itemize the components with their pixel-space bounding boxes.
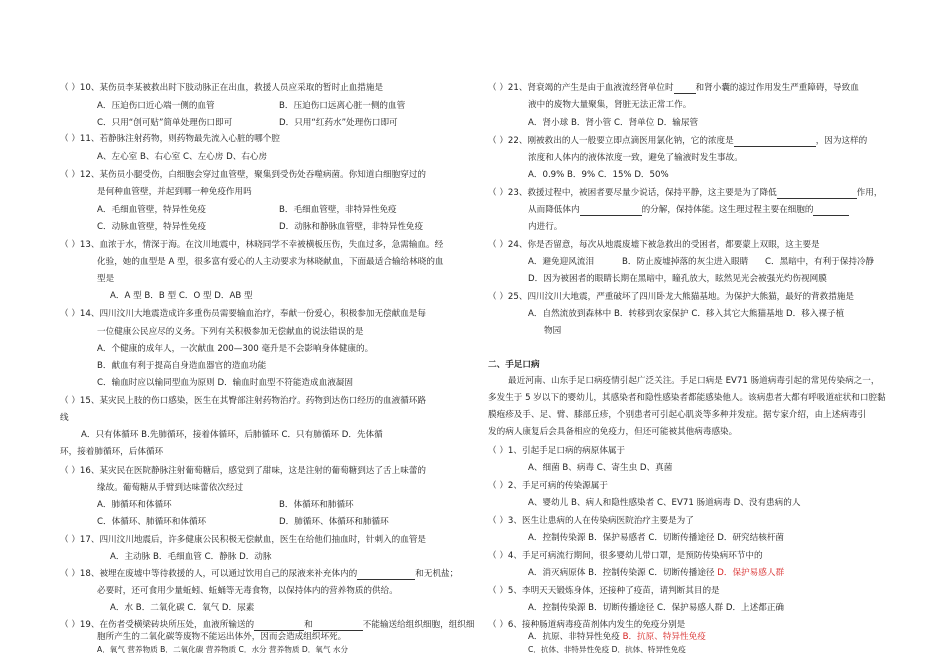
q19-stem-text: （ ）19、在伤者受横梁砖块所压处，血液所输送的 (60, 620, 255, 630)
s1-stem: （ ）1、引起手足口病的病原体属于 (488, 446, 626, 456)
q11-stem: （ ）11、若静脉注射药物，则药物最先流入心脏的哪个腔 (60, 134, 280, 144)
s3-options: A．控制传染源 B．保护易感者 C．切断传播途径 D．研究结核杆菌 (528, 533, 785, 543)
s6-option-b: B．抗原、特异性免疫 (622, 632, 706, 642)
s4-options-abc: A．消灭病原体 B．控制传染源 C．切断传播途径 (528, 568, 718, 578)
q16-stem-cont: 缘故。葡萄糖从手臂到达味蕾依次经过 (97, 483, 244, 493)
s3-stem: （ ）3、医生让患病的人在传染病医院治疗主要是为了 (488, 516, 694, 526)
q19-stem (60, 620, 474, 631)
section-paragraph-1: 最近河南、山东手足口病疫情引起广泛关注。手足口病是 EV71 肠道病毒引起的常见传染病之一， (508, 376, 880, 386)
s6-stem: （ ）6、接种肠道病毒疫苗剂体内发生的免疫分别是 (488, 620, 686, 630)
q25-options-cont: 物园 (544, 326, 562, 336)
q19-blank-1 (254, 621, 304, 631)
q22-stem-cont: 浓度和人体内的液体浓度一致，避免了输液时发生事故。 (528, 153, 743, 163)
q14-option-cd: C．输血时应以输同型血为原则 D．输血时血型不符能造成血液凝固 (97, 378, 353, 388)
q16-option-c: C．体循环、肺循环和体循环 (97, 517, 207, 527)
q19-stem-cont: 胞所产生的二氧化碳等废物不能运出体外，因而会造成组织坏死。 (97, 632, 347, 642)
q18-stem (60, 569, 458, 580)
s5-stem: （ ）5、李明天天锻炼身体，还接种了疫苗，请判断其目的是 (488, 586, 720, 596)
q12-stem: （ ）12、某伤员小腿受伤，白细胞会穿过血管壁，聚集到受伤处吞噬病菌。你知道白细胞穿过的 (60, 170, 427, 180)
q12-stem-cont: 是何种血管壁，并起到哪一种免疫作用吗 (97, 187, 252, 197)
q24-option-a: A．避免迎风流泪 (528, 257, 595, 267)
q19-stem-mid: 和 (304, 620, 313, 630)
q10-option-a: A．压迫伤口近心端一侧的血管 (97, 101, 215, 111)
q18-options: A．水 B．二氧化碳 C．氧气 D．尿素 (110, 603, 255, 613)
q23-stem2-tail: 的分解，保持体能。这生理过程主要在细胞的 (641, 205, 814, 215)
q24-option-c: C．黑暗中，有利于保持冷静 (765, 257, 875, 267)
q15-options: A．只有体循环 B.先肺循环，接着体循环，后肺循环 C．只有肺循环 D．先体循 (81, 430, 383, 440)
s6-option-a: A．抗原、非特异性免疫 (528, 632, 623, 642)
q16-stem: （ ）16、某灾民在医院静脉注射葡萄糖后，感觉到了甜味，这是注射的葡萄糖到达了舌上味蕾的 (60, 466, 427, 476)
q18-stem-tail: 和无机盐； (415, 569, 459, 579)
q18-blank (357, 570, 415, 580)
q22-options: A．0.9% B．9% C．15% D．50% (528, 170, 669, 180)
q25-options: A．自然流放到森林中 B．转移到农家保护 C．移入其它大熊猫基地 D．移入裸子植 (528, 309, 845, 319)
q16-option-a: A．肺循环和体循环 (97, 500, 172, 510)
s2-options: A、婴幼儿 B、病人和隐性感染者 C、EV71 肠道病毒 D、没有患病的人 (528, 498, 801, 508)
q13-stem-cont2: 型是 (97, 274, 115, 284)
q19-blank-2 (313, 621, 363, 631)
q23-blank-2 (580, 206, 642, 216)
q19-options: A．氧气 营养物质 B．二氧化碳 营养物质 C．水分 营养物质 D．氧气 水分 (97, 645, 349, 654)
q13-stem-cont: 化验，她的血型是 A 型，很多富有爱心的人主动要求为林晓献血，下面最适合输给林晓的血 (97, 257, 444, 267)
q23-blank-1 (777, 189, 857, 199)
q12-option-c: C．动脉血管壁，特异性免疫 (97, 222, 207, 232)
q17-options: A．主动脉 B．毛细血管 C．静脉 D．动脉 (110, 552, 272, 562)
s4-stem: （ ）4、手足可病流行期间，很多婴幼儿带口罩，是预防传染病环节中的 (488, 551, 763, 561)
q16-option-b: B．体循环和肺循环 (279, 500, 354, 510)
q10-option-b: B．压迫伤口远离心脏一侧的血管 (279, 101, 406, 111)
q21-stem-tail: 和肾小囊的滤过作用发生严重障碍，导致血 (695, 83, 859, 93)
q14-stem: （ ）14、四川汶川大地震造成许多重伤员需要输血治疗，奉献一份爱心，积极参加无偿献血是每 (60, 309, 427, 319)
q24-option-b: B．防止废墟掉落的灰尘进入眼睛 (622, 257, 749, 267)
q22-stem (488, 136, 867, 147)
section-paragraph-4: 发的病人康复后会具备相应的免疫力，但还可能被其他病毒感染。 (488, 427, 738, 437)
q24-option-d: D．因为被困者的眼睛长期在黑暗中，瞳孔放大，眩然见光会被强光灼伤视网膜 (528, 274, 827, 284)
q13-stem: （ ）13、血浓于水，情深于海。在汶川地震中，林晓同学不幸被横板压伤，失血过多，急需输血。经 (60, 240, 444, 250)
q21-stem-cont: 液中的废物大量聚集，肾脏无法正常工作。 (528, 100, 692, 110)
q15-stem-cont: 线 (60, 413, 69, 423)
s2-stem: （ ）2、手足可病的传染源属于 (488, 481, 608, 491)
q23-stem (488, 188, 882, 199)
q10-stem: （ ）10、某伤员李某被救出时下肢动脉正在出血，救援人员应采取的暂时止血措施是 (60, 83, 384, 93)
q23-stem-cont (528, 205, 849, 216)
q23-blank-3 (813, 206, 849, 216)
q22-stem-text: （ ）22、刚被救出的人一般要立即点滴医用氯化钠，它的浓度是 (488, 136, 734, 146)
section-paragraph-3: 膜疱疹及手、足、臂、膝部丘疹，个别患者可引起心肌炎等多种并发症。据专家介绍，由上述病毒引 (488, 410, 867, 420)
q19-stem-tail: 不能输送给组织细胞，组织细 (362, 620, 475, 630)
q24-stem: （ ）24、你是否留意，每次从地震废墟下被急救出的受困者，都要蒙上双眼，这主要是 (488, 240, 820, 250)
q21-options: A．肾小球 B．肾小管 C．肾单位 D．输尿管 (528, 118, 699, 128)
s4-option-d: D．保护易感人群 (717, 568, 785, 578)
q21-stem-text: （ ）21、肾衰竭的产生是由于血液流经肾单位时 (488, 83, 674, 93)
q23-stem2-text: 从而降低体内 (528, 205, 580, 215)
q22-stem-tail: ，因为这样的 (815, 136, 868, 146)
q14-option-a: A．个健康的成年人，一次献血 200—300 毫升是不会影响身体健康的。 (97, 344, 374, 354)
q22-blank (734, 137, 816, 147)
q18-stem-text: （ ）18、被埋在废墟中等待救援的人，可以通过饮用自己的尿液来补充体内的 (60, 569, 358, 579)
q13-options: A．A 型 B．B 型 C．O 型 D．AB 型 (110, 291, 253, 301)
q15-options-cont: 环，接着肺循环，后体循环 (60, 447, 164, 457)
q12-option-b: B．毛细血管壁，非特异性免疫 (279, 205, 397, 215)
section-paragraph-2: 多发生于 5 岁以下的婴幼儿，其感染者和隐性感染者都能感染他人。该病患者大都有呼吸道症状和口腔黏 (488, 393, 886, 403)
q16-option-d: D．肺循环、体循环和肺循环 (279, 517, 389, 527)
q23-stem-text: （ ）23、救援过程中，被困者要尽量少说话，保持平静，这主要是为了降低 (488, 188, 777, 198)
s4-options (528, 568, 784, 579)
q14-stem-cont: 一位健康公民应尽的义务。下列有关积极参加无偿献血的说法错误的是 (97, 327, 364, 337)
q12-option-a: A．毛细血管壁，特异性免疫 (97, 205, 207, 215)
q15-stem: （ ）15、某灾民上肢的伤口感染，医生在其臀部注射药物治疗。药物到达伤口经历的血液循环路 (60, 396, 427, 406)
q25-stem: （ ）25、四川汶川大地震，严重破坏了四川卧龙大熊猫基地。为保护大熊猫，最好的背救措施是 (488, 292, 855, 302)
s1-options: A、细菌 B、病毒 C、寄生虫 D、真菌 (528, 463, 673, 473)
q23-stem-tail: 作用， (856, 188, 883, 198)
q17-stem: （ ）17、四川汶川地震后，许多健康公民积极无偿献血，医生在给他们抽血时，针刺入的血管是 (60, 535, 427, 545)
q21-blank (674, 84, 696, 94)
q10-option-c: C．只用“创可贴”简单处理伤口即可 (97, 118, 233, 128)
q10-option-d: D．只用“红药水”处理伤口即可 (279, 118, 398, 128)
q11-options: A、左心室 B、右心室 C、左心房 D、右心房 (97, 152, 268, 162)
q23-stem-cont2: 内进行。 (528, 222, 563, 232)
q21-stem (488, 83, 859, 94)
s5-options: A．控制传染源 B．切断传播途径 C．保护易感人群 D．上述都正确 (528, 603, 785, 613)
section-title: 二、手足口病 (488, 360, 540, 370)
s6-options (528, 632, 706, 643)
q12-option-d: D．动脉和静脉血管壁，非特异性免疫 (279, 222, 424, 232)
q18-stem-cont: 必要时，还可食用少量蚯蚓、蚯蛹等无毒食物，以保持体内的营养物质的供给。 (97, 586, 398, 596)
q14-option-b: B．献血有利于提高自身造血器官的造血功能 (97, 361, 267, 371)
s6-options-cont: C．抗体、非特异性免疫 D．抗体、特异性免疫 (528, 645, 686, 654)
